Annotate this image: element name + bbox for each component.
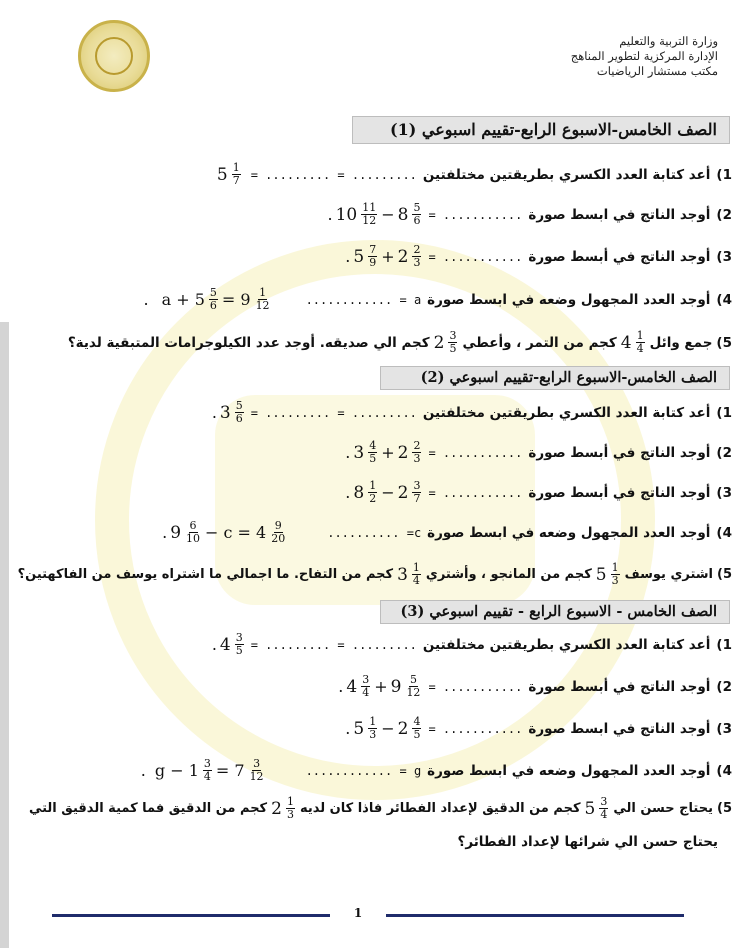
answer-blank: ........... = (428, 249, 523, 264)
s1-question-3: 3) أوجد الناتج في أبسط صورة ........... = . 5 $\frac{7}{9}$ + 2 $\frac{2}{3}$ (345, 243, 732, 269)
question-text: أوجد الناتج في أبسط صورة (528, 678, 711, 695)
expression: . 4 $\frac{3}{4}$ + 9 $\frac{5}{12}$ (338, 673, 421, 699)
page-number: 1 (353, 906, 363, 920)
mixed-number: . 3 $\frac{5}{6}$ (211, 399, 243, 425)
answer-blank: ........... = (428, 445, 523, 460)
s1-question-2: 2) أوجد الناتج في ابسط صورة ........... = . 10 $\frac{11}{12}$ − 8 $\frac{5}{6}$ (327, 201, 732, 227)
question-text: أعد كتابة العدد الكسري بطريقتين مختلفتين (422, 636, 711, 653)
question-text: أوجد العدد المجهول وضعه في ابسط صورة (427, 762, 711, 779)
question-text: أوجد الناتج في أبسط صورة (528, 484, 711, 501)
equation: . g − 1 $\frac{3}{4}$ = 7 $\frac{3}{12}$ (140, 757, 264, 783)
ministry-line-2: الإدارة المركزية لتطوير المناهج (570, 49, 718, 63)
answer-blank: ......... = ......... = (250, 167, 417, 182)
s3-question-5-line-2: يحتاج حسن الي شرائها لإعداد الفطائر؟ (457, 834, 718, 850)
answer-blank: ........... = (428, 485, 523, 500)
answer-blank: a = ............ (305, 292, 422, 307)
expression: . 8 $\frac{1}{2}$ − 2 $\frac{3}{7}$ (345, 479, 421, 505)
s1-question-5: 5) جمع وائل 4 $\frac{1}{4}$ كجم من التمر ، وأعطي 2 $\frac{3}{5}$ كجم الي صديقه. أوجد عدد الكيلوجرامات المتبقية لدية؟ (67, 329, 732, 355)
question-text: أوجد الناتج في أبسط صورة (528, 444, 711, 461)
expression: . 5 $\frac{1}{3}$ − 2 $\frac{4}{5}$ (345, 715, 421, 741)
expression: . 5 $\frac{7}{9}$ + 2 $\frac{2}{3}$ (345, 243, 421, 269)
ministry-seal-logo (78, 20, 150, 92)
answer-blank: ......... = ......... = (250, 405, 417, 420)
expression: . 10 $\frac{11}{12}$ − 8 $\frac{5}{6}$ (327, 201, 421, 227)
answer-blank: ........... = (428, 679, 523, 694)
s1-question-1: 1) أعد كتابة العدد الكسري بطريقتين مختلفتين ......... = ......... = 5 $\frac{1}{7}$ (216, 161, 732, 187)
footer-rule-right (386, 914, 684, 917)
left-margin-bar (0, 322, 9, 948)
ministry-line-1: وزارة التربية والتعليم (619, 34, 718, 48)
mixed-number: 5 $\frac{1}{7}$ (216, 161, 240, 187)
answer-blank: c= .......... (327, 525, 422, 540)
s3-question-5: 5) يحتاج حسن الي 5 $\frac{3}{4}$ كجم من الدقيق لإعداد الفطائر فاذا كان لديه 2 $\frac{1}{3}$ كجم من الدقيق فما كمية الدقيق التي (28, 795, 732, 821)
s1-question-4: 4) أوجد العدد المجهول وضعه في ابسط صورة a = ............ . a + 5 $\frac{5}{6}$ = 9 $\frac{1}{12}$ (143, 286, 732, 312)
s2-question-4: 4) أوجد العدد المجهول وضعه في ابسط صورة c= .......... . 9 $\frac{6}{10}$ − c = 4 $\frac{9}{20}$ (162, 519, 732, 545)
ministry-line-3: مكتب مستشار الرياضيات (596, 64, 718, 78)
answer-blank: ........... = (428, 207, 523, 222)
s3-question-4: 4) أوجد العدد المجهول وضعه في ابسط صورة g = ............ . g − 1 $\frac{3}{4}$ = 7 $\frac{3}{12}$ (140, 757, 732, 783)
question-text: أعد كتابة العدد الكسري بطريقتين مختلفتين (422, 404, 711, 421)
question-text: أوجد الناتج في ابسط صورة (528, 720, 711, 737)
footer-rule-left (52, 914, 330, 917)
answer-blank: ......... = ......... = (250, 637, 417, 652)
ministry-header (571, 34, 718, 79)
s2-question-3: 3) أوجد الناتج في أبسط صورة ........... = . 8 $\frac{1}{2}$ − 2 $\frac{3}{7}$ (345, 479, 732, 505)
section-2-title: الصف الخامس-الاسبوع الرابع-تقييم اسبوعي (2) (380, 366, 730, 390)
section-1-title: الصف الخامس-الاسبوع الرابع-تقييم اسبوعي (1) (352, 116, 730, 144)
mixed-number: . 4 $\frac{3}{5}$ (211, 631, 243, 657)
s2-question-1: 1) أعد كتابة العدد الكسري بطريقتين مختلفتين ......... = ......... = . 3 $\frac{5}{6}$ (211, 399, 732, 425)
equation: . 9 $\frac{6}{10}$ − c = 4 $\frac{9}{20}$ (162, 519, 286, 545)
question-text: أوجد الناتج في أبسط صورة (528, 248, 711, 265)
s3-question-1: 1) أعد كتابة العدد الكسري بطريقتين مختلفتين ......... = ......... = . 4 $\frac{3}{5}$ (211, 631, 732, 657)
question-text: أوجد الناتج في ابسط صورة (528, 206, 711, 223)
s3-question-3: 3) أوجد الناتج في ابسط صورة ........... = . 5 $\frac{1}{3}$ − 2 $\frac{4}{5}$ (345, 715, 732, 741)
s3-question-2: 2) أوجد الناتج في أبسط صورة ........... = . 4 $\frac{3}{4}$ + 9 $\frac{5}{12}$ (338, 673, 732, 699)
equation: . a + 5 $\frac{5}{6}$ = 9 $\frac{1}{12}$ (143, 286, 270, 312)
expression: . 3 $\frac{4}{5}$ + 2 $\frac{2}{3}$ (345, 439, 421, 465)
section-3-title: الصف الخامس - الاسبوع الرابع - تقييم اسبوعي (3) (380, 600, 730, 624)
question-text: أوجد العدد المجهول وضعه في ابسط صورة (427, 291, 711, 308)
answer-blank: g = ............ (305, 763, 422, 778)
s2-question-2: 2) أوجد الناتج في أبسط صورة ........... = . 3 $\frac{4}{5}$ + 2 $\frac{2}{3}$ (345, 439, 732, 465)
question-text: أوجد العدد المجهول وضعه في ابسط صورة (427, 524, 711, 541)
question-text: أعد كتابة العدد الكسري بطريقتين مختلفتين (422, 166, 711, 183)
s2-question-5: 5) اشتري يوسف 5 $\frac{1}{3}$ كجم من المانجو ، وأشتري 3 $\frac{1}{4}$ كجم من التفاح. ما اجمالي ما اشتراه يوسف من الفاكهتين؟ (17, 561, 732, 587)
answer-blank: ........... = (428, 721, 523, 736)
